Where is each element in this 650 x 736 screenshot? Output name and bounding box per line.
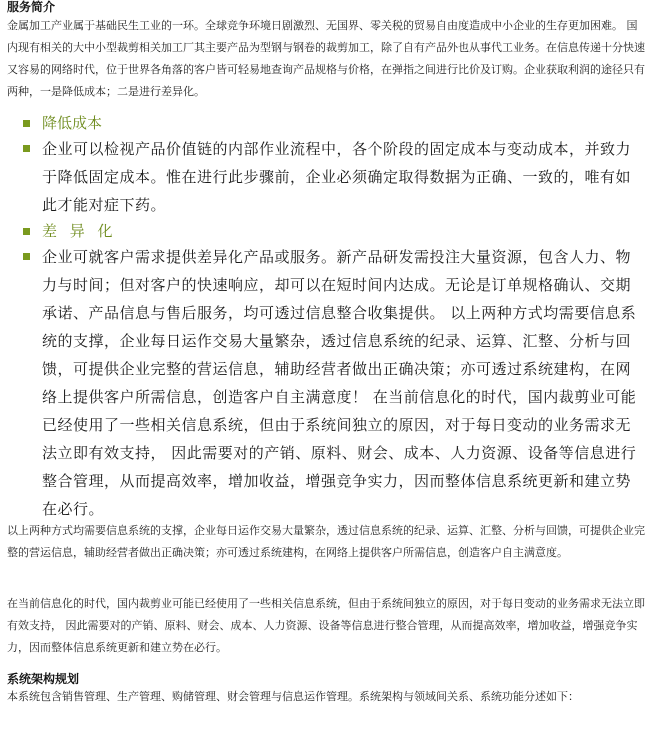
service-intro-title: 服务简介 <box>7 0 56 14</box>
bullet-list <box>22 111 644 523</box>
square-bullet-icon <box>23 145 30 152</box>
architecture-paragraph: 本系统包含销售管理、生产管理、购储管理、财会管理与信息运作管理。系统架构与领域间关系、系统功能分述如下： <box>7 690 579 703</box>
square-bullet-icon <box>23 120 30 127</box>
bullet-heading-diff: 差 异 化 <box>42 222 117 240</box>
square-bullet-icon <box>23 253 30 260</box>
bullet-item-cost-text <box>22 135 644 219</box>
bullet-item-diff-text <box>22 243 644 523</box>
bullet-heading-cost: 降低成本 <box>42 114 103 132</box>
service-intro-paragraph: 金属加工产业属于基础民生工业的一环。全球竞争环境日剧激烈、无国界、零关税的贸易自由度造成中小企业的生存更加困难。 国内现有相关的大中小型裁剪相关加工厂其主要产品为型钢与钢卷的裁剪加工，除了自有产品外也从事代工业务。在信息传递十分快速又容易的网络时代，位于世界各角落的客户皆可轻易地查询产品规格与价格，在弹指之间进行比价及订购。企业获取利润的途径只有两种，一是降低成本；二是进行差异化。 <box>7 19 645 98</box>
architecture-title: 系统架构规划 <box>7 672 80 686</box>
bullet-text-diff: 企业可就客户需求提供差异化产品或服务。新产品研发需投注大量资源，包含人力、物力与时间；但对客户的快速响应，却可以在短时间内达成。无论是订单规格确认、交期承诺、产品信息与售后服务，均可透过信息整合收集提供。 以上两种方式均需要信息系统的支撑，企业每日运作交易大量繁杂，透过信息系统的纪录、运算、汇整、分析与回馈，可提供企业完整的营运信息，辅助经营者做出正确决策；亦可透过系统建构，在网络上提供客户所需信息，创造客户自主满意度！ 在当前信息化的时代，国内裁剪业可能已经使用了一些相关信息系统，但由于系统间独立的原因，对于每日变动的业务需求无法立即有效支持， 因此需要对的产销、原料、财会、成本、人力资源、设备等信息进行整合管理，从而提高效率，增加收益，增强竞争实力，因而整体信息系统更新和建立势在必行。 <box>42 248 637 518</box>
paragraph-3: 在当前信息化的时代，国内裁剪业可能已经使用了一些相关信息系统，但由于系统间独立的原因，对于每日变动的业务需求无法立即有效支持， 因此需要对的产销、原料、财会、成本、人力资源、设备等信息进行整合管理，从而提高效率，增加收益，增强竞争实力，因而整体信息系统更新和建立势在必行。 <box>7 597 645 654</box>
paragraph-2: 以上两种方式均需要信息系统的支撑，企业每日运作交易大量繁杂，透过信息系统的纪录、运算、汇整、分析与回馈，可提供企业完整的营运信息，辅助经营者做出正确决策；亦可透过系统建构，在网络上提供客户所需信息，创造客户自主满意度。 <box>7 524 645 559</box>
bullet-item-diff <box>22 219 644 243</box>
square-bullet-icon <box>23 228 30 235</box>
bullet-text-cost: 企业可以检视产品价值链的内部作业流程中，各个阶段的固定成本与变动成本，并致力于降低固定成本。惟在进行此步骤前，企业必须确定取得数据为正确、一致的，唯有如此才能对症下药。 <box>42 140 632 214</box>
bullet-item-cost <box>22 111 644 135</box>
